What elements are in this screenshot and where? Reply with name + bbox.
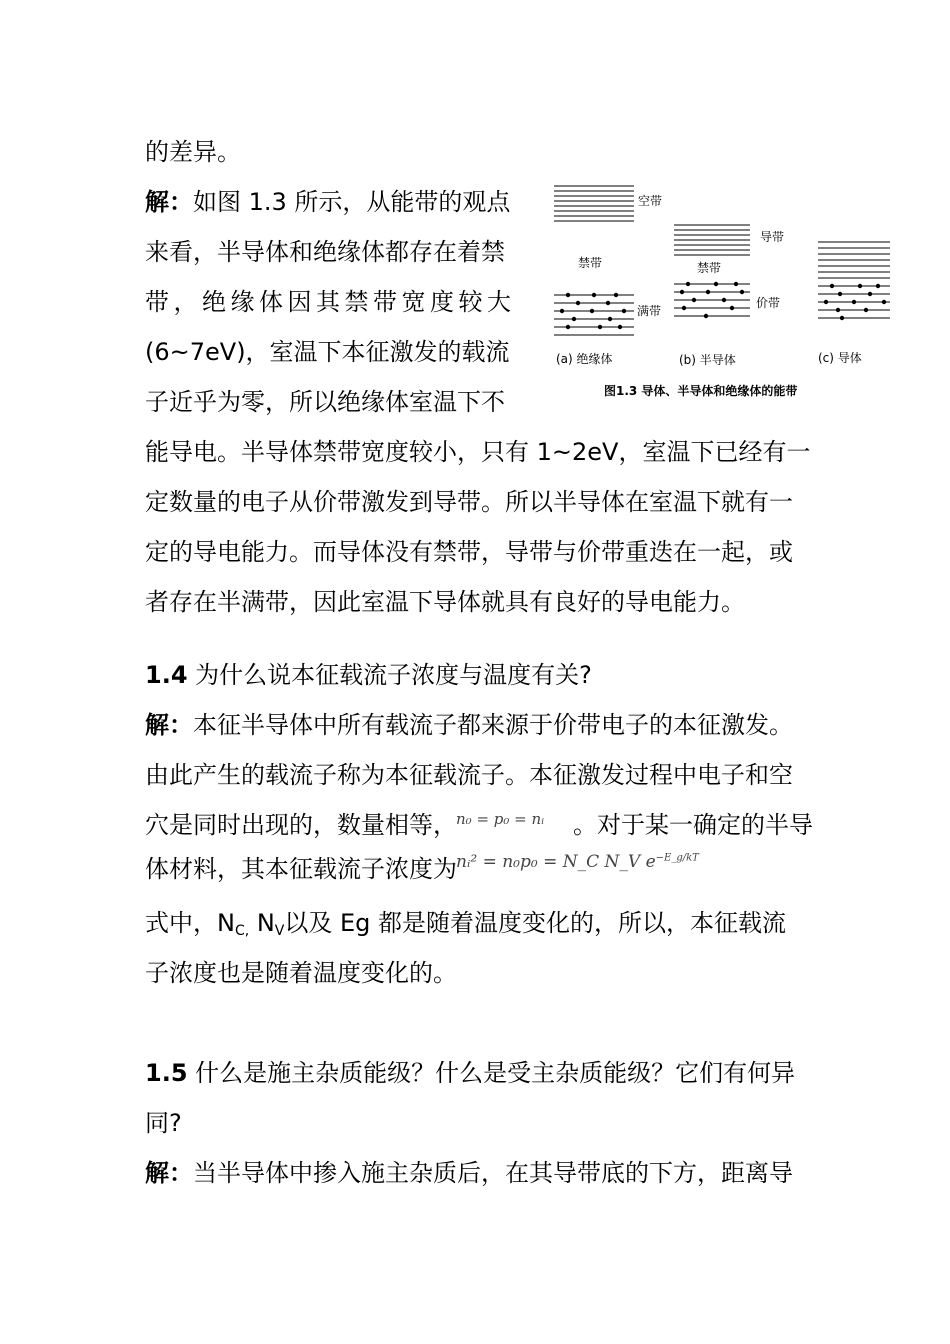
electron-dot bbox=[572, 317, 576, 321]
electron-dot bbox=[566, 325, 570, 329]
electron-dot bbox=[714, 282, 718, 286]
label-full-band: 满带 bbox=[637, 304, 662, 318]
answer-1-4-line-4: 体材料，其本征载流子浓度为 bbox=[145, 855, 457, 883]
answer-1-4-line-2: 由此产生的载流子称为本征载流子。本征激发过程中电子和空 bbox=[145, 761, 793, 789]
question-number: 1.4 bbox=[145, 661, 188, 689]
line-4: 带，绝缘体因其禁带宽度较大 bbox=[145, 288, 516, 316]
electron-dot bbox=[704, 314, 708, 318]
answer-1-5-line-1: 解：当半导体中掺入施主杂质后，在其导带底的下方，距离导 bbox=[145, 1159, 793, 1187]
energy-band-figure bbox=[548, 178, 898, 408]
line-10: 者存在半满带，因此室温下导体就具有良好的导电能力。 bbox=[145, 588, 745, 616]
label-semiconductor: (b) 半导体 bbox=[679, 353, 736, 367]
electron-dot bbox=[606, 301, 610, 305]
question-number: 1.5 bbox=[145, 1059, 188, 1087]
label-conductor: (c) 导体 bbox=[818, 351, 862, 365]
line-2: 解：如图 1.3 所示，从能带的观点 bbox=[145, 188, 511, 216]
formula-intrinsic-concentration: nᵢ² = n₀p₀ = N_C N_V $e^{-E\_g/kT}$ bbox=[456, 852, 699, 872]
answer-1-4-line-3: 穴是同时出现的，数量相等， 。对于某一确定的半导 bbox=[145, 811, 813, 839]
electron-dot bbox=[722, 298, 726, 302]
answer-label: 解： bbox=[145, 1159, 193, 1187]
electron-dot bbox=[592, 293, 596, 297]
label-conduction-band: 导带 bbox=[760, 230, 785, 244]
electron-dot bbox=[622, 309, 626, 313]
electron-dot bbox=[876, 284, 880, 288]
question-1-5-line-2: 同? bbox=[145, 1109, 182, 1137]
electron-dot bbox=[824, 300, 828, 304]
electron-dot bbox=[836, 308, 840, 312]
question-1-5-line-1: 1.5 什么是施主杂质能级？什么是受主杂质能级？它们有何异 bbox=[145, 1059, 796, 1087]
electron-dot bbox=[868, 292, 872, 296]
electron-dot bbox=[864, 308, 868, 312]
electron-dot bbox=[680, 290, 684, 294]
electron-dot bbox=[576, 301, 580, 305]
electron-dot bbox=[740, 290, 744, 294]
electron-dot bbox=[686, 282, 690, 286]
answer-1-4-line-5: 式中，$N_{C,}$ $N_V$以及 Eg 都是随着温度变化的，所以，本征载流 bbox=[145, 909, 787, 939]
electron-dot bbox=[682, 306, 686, 310]
formula-equal-concentration: n₀ = p₀ = nᵢ bbox=[456, 810, 545, 828]
electron-dot bbox=[560, 309, 564, 313]
electron-dot bbox=[830, 284, 834, 288]
energy-band-diagram bbox=[548, 178, 898, 408]
label-empty-band: 空带 bbox=[638, 194, 663, 208]
electron-dot bbox=[730, 306, 734, 310]
electron-dot bbox=[858, 284, 862, 288]
line-6: 子近乎为零，所以绝缘体室温下不 bbox=[145, 388, 505, 416]
electron-dot bbox=[840, 316, 844, 320]
line-3: 来看，半导体和绝缘体都存在着禁 bbox=[145, 238, 505, 266]
electron-dot bbox=[590, 309, 594, 313]
electron-dot bbox=[598, 325, 602, 329]
question-1-4: 1.4 为什么说本征载流子浓度与温度有关? bbox=[145, 661, 592, 689]
line-5: (6~7eV)，室温下本征激发的载流 bbox=[145, 338, 510, 366]
answer-1-4-line-1: 解：本征半导体中所有载流子都来源于价带电子的本征激发。 bbox=[145, 711, 793, 739]
label-valence-band: 价带 bbox=[756, 296, 781, 310]
electron-dot bbox=[882, 300, 886, 304]
label-insulator: (a) 绝缘体 bbox=[556, 352, 613, 366]
electron-dot bbox=[692, 298, 696, 302]
line-9: 定的导电能力。而导体没有禁带，导带与价带重迭在一起，或 bbox=[145, 538, 793, 566]
label-forbidden-band-b: 禁带 bbox=[697, 261, 722, 275]
electron-dot bbox=[618, 325, 622, 329]
answer-label: 解： bbox=[145, 711, 193, 739]
electron-dot bbox=[608, 317, 612, 321]
label-forbidden-band-a: 禁带 bbox=[578, 256, 603, 270]
line-1: 的差异。 bbox=[145, 138, 241, 166]
line-8: 定数量的电子从价带激发到导带。所以半导体在室温下就有一 bbox=[145, 488, 793, 516]
electron-dot bbox=[734, 282, 738, 286]
line-7: 能导电。半导体禁带宽度较小，只有 1~2eV，室温下已经有一 bbox=[145, 438, 811, 466]
electron-dot bbox=[852, 300, 856, 304]
electron-dot bbox=[838, 292, 842, 296]
figure-caption: 图1.3 导体、半导体和绝缘体的能带 bbox=[604, 384, 798, 398]
answer-1-4-line-6: 子浓度也是随着温度变化的。 bbox=[145, 959, 457, 987]
electron-dot bbox=[614, 293, 618, 297]
electron-dot bbox=[706, 290, 710, 294]
electron-dot bbox=[566, 293, 570, 297]
answer-label: 解： bbox=[145, 188, 193, 216]
